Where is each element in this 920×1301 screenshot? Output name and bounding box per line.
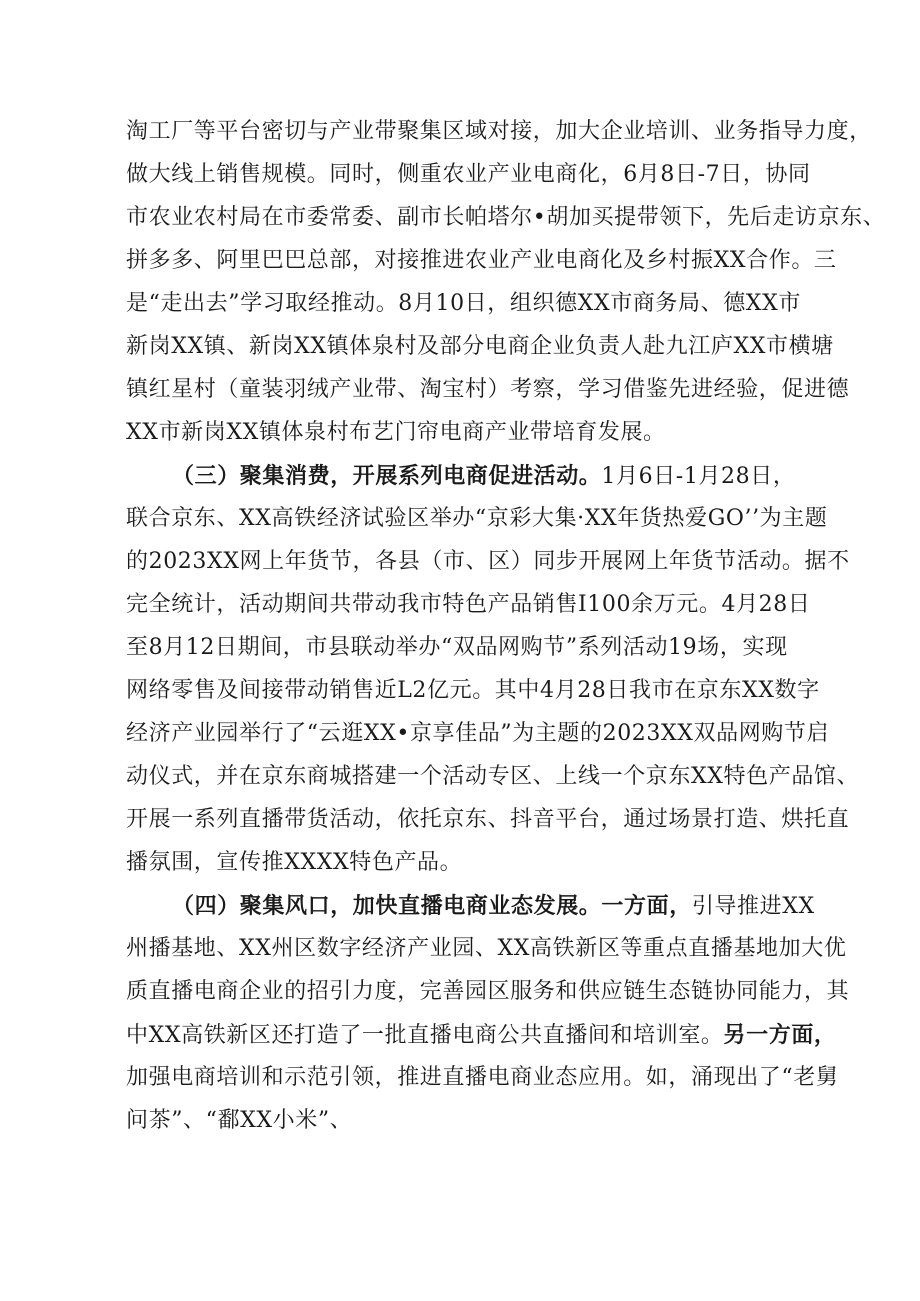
text-line: 开展一系列直播带货活动，依托京东、抖音平台，通过场景打造、烘托直 <box>126 807 850 832</box>
text-line: 问茶”、“鄱XX小米”、 <box>126 1108 353 1133</box>
text-line: 的2023XX网上年货节，各县（市、区）同步开展网上年货节活动。据不 <box>126 549 850 574</box>
text-line: 做大线上销售规模。同时，侧重农业产业电商化，6月8日-7日，协同 <box>126 162 811 187</box>
inline-text: 中XX高铁新区还打造了一批直播电商公共直播间和培训室。 <box>126 1023 724 1048</box>
text-line <box>172 461 795 492</box>
text-line: 经济产业园举行了“云逛XX•京享佳品”为主题的2023XX双品网购节启 <box>126 721 830 746</box>
text-line: 动仪式，并在京东商城搭建一个活动专区、上线一个京东XX特色产品馆、 <box>126 764 860 789</box>
text-line: 至8月12日期间，市县联动举办“双品网购节”系列活动19场，实现 <box>126 635 788 660</box>
text-line: 镇红星村（童装羽绒产业带、淘宝村）考察，学习借鉴先进经验，促进德 <box>126 377 850 402</box>
text-line: 加强电商培训和示范引领，推进直播电商业态应用。如，涌现出了“老舅 <box>126 1065 839 1090</box>
text-line: 州播基地、XX州区数字经济产业园、XX高铁新区等重点直播基地加大优 <box>126 936 847 961</box>
text-line: 新岗XX镇、新岗XX镇体泉村及部分电商企业负责人赴九江庐XX市横塘 <box>126 334 834 359</box>
text-line: 市农业农村局在市委常委、副市长帕塔尔•胡加买提带领下，先后走访京东、 <box>126 205 886 230</box>
section-heading: （四）聚集风口，加快直播电商业态发展。一方面， <box>172 893 692 919</box>
text-line: 淘工厂等平台密切与产业带聚集区域对接，加大企业培训、业务指导力度， <box>126 119 872 144</box>
text-line: 质直播电商企业的招引力度，完善园区服务和供应链生态链协同能力，其 <box>126 979 850 1004</box>
text-line <box>172 891 815 922</box>
text-line: 拼多多、阿里巴巴总部，对接推进农业产业电商化及乡村振XX合作。三 <box>126 248 837 273</box>
text-line <box>126 1020 837 1051</box>
text-line: 网络零售及间接带动销售近L2亿元。其中4月28日我市在京东XX数字 <box>126 678 820 703</box>
section-heading: （三）聚集消费，开展系列电商促进活动。 <box>172 463 602 489</box>
text-line: XX市新岗XX镇体泉村布艺门帘电商产业带培育发展。 <box>126 420 666 445</box>
inline-text: 引导推进XX <box>691 894 815 919</box>
text-line: 完全统计，活动期间共带动我市特色产品销售I100余万元。4月28日 <box>126 592 811 617</box>
text-line: 播氛围，宣传推XXXX特色产品。 <box>126 850 463 875</box>
text-line: 是“走出去”学习取经推动。8月10日，组织德XX市商务局、德XX市 <box>126 291 801 316</box>
emphasis-text: 另一方面， <box>723 1022 837 1048</box>
inline-text: 1月6日-1月28日， <box>601 464 796 489</box>
text-line: 联合京东、XX高铁经济试验区举办“京彩大集·XX年货热爱GO’’为主题 <box>126 506 828 531</box>
